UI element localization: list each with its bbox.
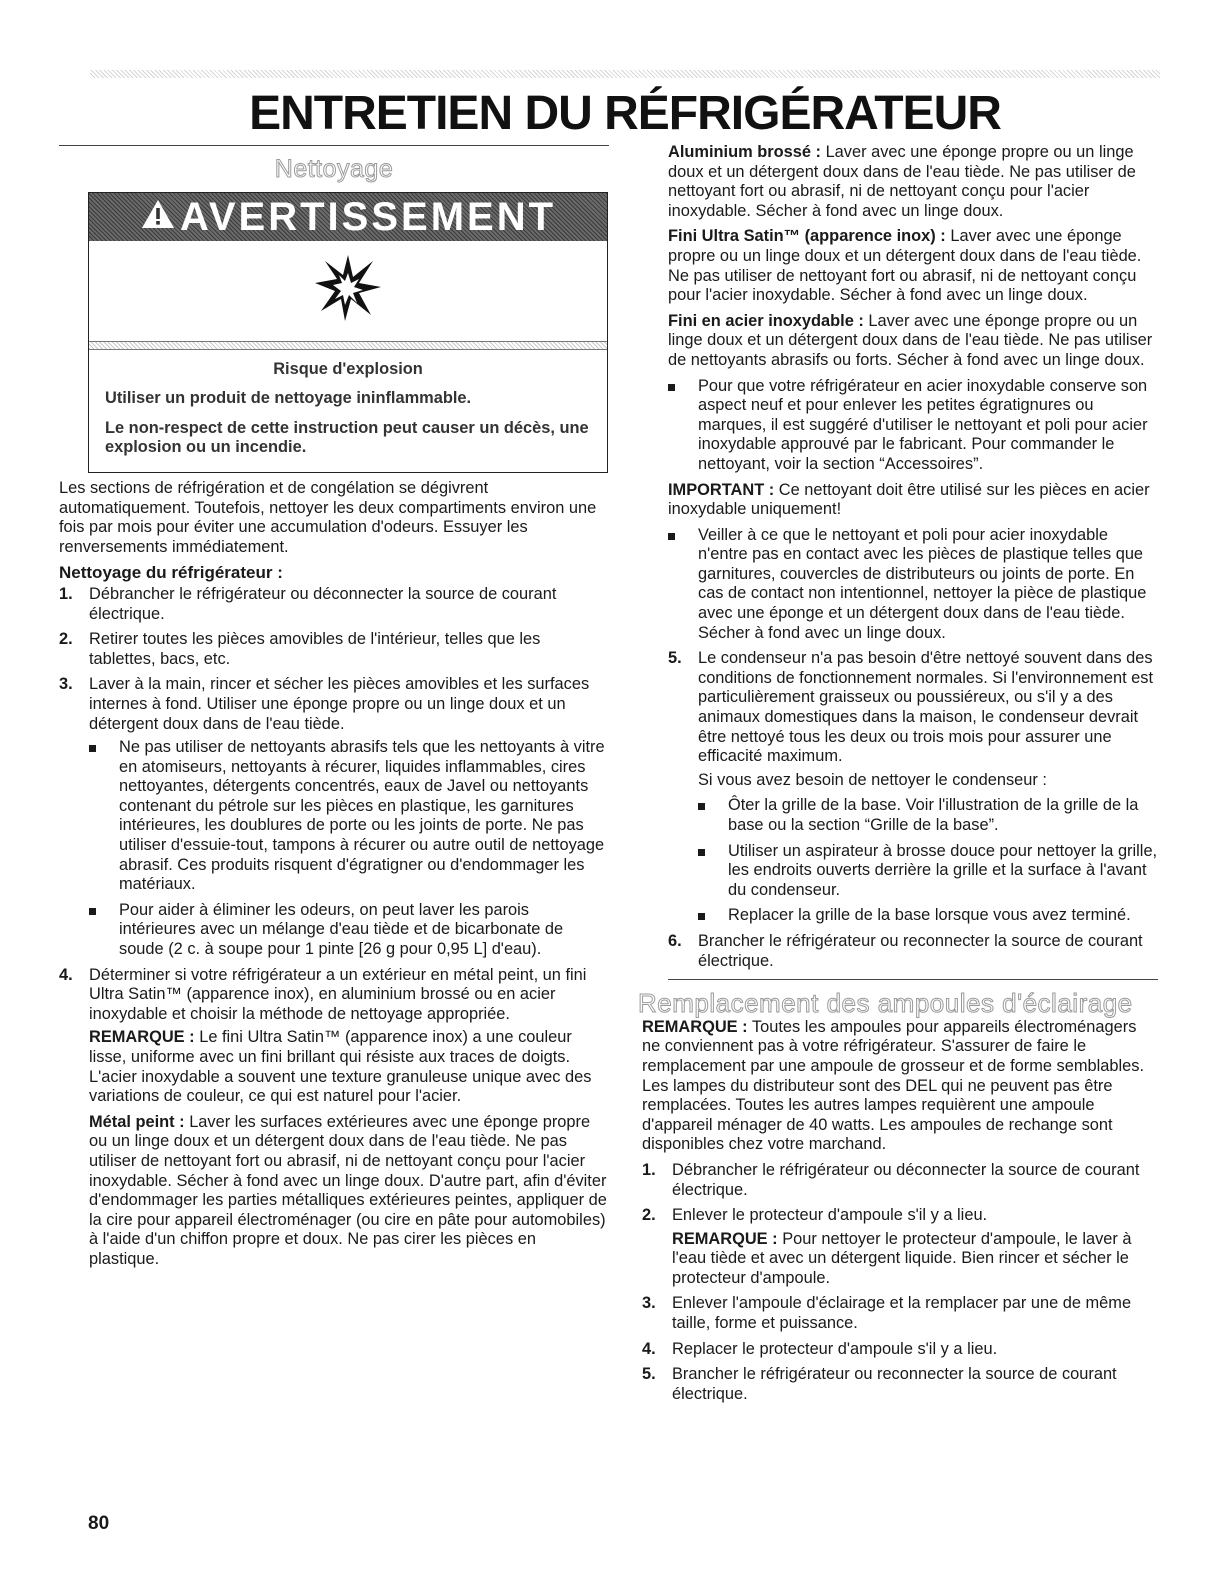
section-rule: [668, 979, 1158, 980]
cleaning-steps-continued: [668, 649, 1158, 971]
subheading-nettoyage-refrigerateur: Nettoyage du réfrigérateur :: [59, 563, 283, 583]
bullet-square-icon: [698, 913, 705, 920]
list-item: [668, 649, 1158, 926]
warning-risk: Risque d'explosion: [273, 359, 423, 378]
bullet-text: Ne pas utiliser de nettoyants abrasifs tels que les nettoyants à vitre en atomiseurs, nettoyants à récurer, liquides inflammables, cires nettoyantes, détergents concentrés, eaux de Javel ou nettoyants contenant du pétrole sur les pièces en plastique, les garnitures intérieures, les doublures de porte ou les joints de porte. Ne pas utiliser d'essuie-tout, tampons à récurer ou autre outil de nettoyage abrasif. Ces produits risquent d'égratigner ou d'endommager les matériaux.: [119, 738, 605, 894]
section-title-ampoules: Remplacement des ampoules d'éclairage: [638, 988, 1133, 1019]
step-text: Le condenseur n'a pas besoin d'être nettoyé souvent dans des conditions de fonctionnement normales. Si l'environnement est particulièrement graisseux ou poussiéreux, ou s'il y a des animaux domestiques dans la maison, le condenseur devrait être nettoyé tous les deux ou trois mois pour assurer une efficacité maximum.: [698, 649, 1154, 766]
important-bullets: [668, 526, 1158, 644]
step-text: Laver à la main, rincer et sécher les pièces amovibles et les surfaces internes à fond. Utiliser une éponge propre ou un linge doux et un détergent doux dans de l'eau tiède.: [89, 675, 590, 733]
step-text: Replacer le protecteur d'ampoule s'il y a lieu.: [672, 1339, 998, 1358]
ultra-satin-paragraph: [668, 227, 1158, 305]
step-number: 4.: [642, 1339, 656, 1358]
step-number: 2.: [59, 630, 73, 649]
remarque-text: Pour nettoyer le protecteur d'ampoule, le laver à l'eau tiède et avec un détergent liquide. Bien rincer et sécher le protecteur d'ampoule.: [672, 1229, 1132, 1287]
important-paragraph: [668, 481, 1158, 520]
remarque-label: REMARQUE :: [89, 1028, 195, 1047]
step-number: 4.: [59, 965, 73, 984]
step-number: 3.: [59, 675, 73, 694]
inox-bullets: [668, 377, 1158, 475]
section-rule: [59, 145, 609, 146]
left-column: [59, 145, 609, 1276]
warning-line-2: Le non-respect de cette instruction peut causer un décès, une explosion ou un incendie.: [105, 418, 589, 457]
bullet-square-icon: [668, 533, 675, 540]
list-item: [698, 842, 1158, 901]
section-title-nettoyage: Nettoyage: [274, 155, 394, 183]
aluminium-text: Laver avec une éponge propre ou un linge doux et un détergent doux dans de l'eau tiède. Ne pas utiliser de nettoyant fort ou abrasif, ni de nettoyant conçu pour l'acier inoxydable. Sécher à fond avec un linge doux.: [668, 143, 1136, 220]
list-item: [89, 738, 609, 895]
right-column: [638, 143, 1158, 1410]
list-item: [642, 1365, 1158, 1404]
list-item: [698, 906, 1158, 926]
bullet-text: Pour aider à éliminer les odeurs, on peut laver les parois intérieures avec un mélange d'eau tiède et de bicarbonate de soude (2 c. à soupe pour 1 pinte [26 g pour 0,95 L] d'eau).: [119, 900, 564, 959]
metal-peint-text: Laver les surfaces extérieures avec une éponge propre ou un linge doux et un détergent doux dans de l'eau tiède. Ne pas utiliser de nettoyant fort ou abrasif, ni de nettoyant conçu pour l'acier inoxydable. Sécher à fond avec un linge doux. D'autre part, afin d'éviter d'endommager les parties métalliques extérieures peintes, appliquer de la cire pour appareil électroménager (ou cire en pâte pour automobiles) à l'aide d'un chiffon propre et doux. Ne pas cirer les pièces en plastique.: [89, 1112, 607, 1268]
bullet-square-icon: [698, 803, 705, 810]
list-item: [698, 796, 1158, 835]
remarque-text: Toutes les ampoules pour appareils électroménagers ne conviennent pas à votre réfrigérateur. S'assurer de faire le remplacement par une ampoule de grosseur et de forme semblables. Les lampes du distributeur sont des DEL qui ne peuvent pas être remplacées. Toutes les autres lampes requièrent une ampoule d'appareil ménager de 40 watts. Les ampoules de rechange sont disponibles chez votre marchand.: [642, 1017, 1145, 1154]
intro-paragraph: Les sections de réfrigération et de congélation se dégivrent automatiquement. Toutefois, nettoyer les deux compartiments environ une fois par mois pour éviter une accumulation d'odeurs. Essuyer les renversements immédiatement.: [59, 478, 597, 556]
ultra-satin-text: Laver avec une éponge propre ou un linge doux et un détergent doux dans de l'eau tiède. Ne pas utiliser de nettoyant fort ou abrasif, ni de nettoyant conçu pour l'acier inoxydable. Sécher à fond avec un linge doux.: [668, 227, 1142, 305]
bullet-text: Veiller à ce que le nettoyant et poli pour acier inoxydable n'entre pas en contact avec les pièces de plastique telles que garnitures, couvercles de distributeurs ou joints de porte. En cas de contact non intentionnel, nettoyer la pièce de plastique avec une éponge et un détergent doux dans de l'eau tiède. Sécher à fond avec un linge doux.: [698, 525, 1147, 642]
bullet-text: Pour que votre réfrigérateur en acier inoxydable conserve son aspect neuf et pour enlever les petites égratignures ou marques, il est suggéré d'utiliser le nettoyant et poli pour acier inoxydable approuvé par le fabricant. Pour commander le nettoyant, voir la section “Accessoires”.: [698, 376, 1148, 473]
bulb-remarque-paragraph: [642, 1018, 1158, 1155]
step3-bullets: [89, 738, 609, 960]
page-title: ENTRETIEN DU RÉFRIGÉRATEUR: [249, 87, 1001, 140]
list-item: [668, 526, 1158, 644]
warning-divider-band: [89, 341, 607, 350]
warning-triangle-icon: [140, 193, 176, 241]
aluminium-paragraph: [668, 143, 1158, 221]
header-decorative-band: [90, 70, 1160, 78]
bullet-square-icon: [668, 384, 675, 391]
step-text: Déterminer si votre réfrigérateur a un extérieur en métal peint, un fini Ultra Satin™ (apparence inox), en aluminium brossé ou en acier inoxydable et choisir la méthode de nettoyage appropriée.: [89, 965, 587, 1023]
list-item: [668, 932, 1158, 971]
step-text: Débrancher le réfrigérateur ou déconnecter la source de courant électrique.: [672, 1160, 1140, 1199]
list-item: [59, 630, 609, 669]
page-number: 80: [88, 1513, 110, 1534]
important-label: IMPORTANT :: [668, 480, 775, 499]
bullet-square-icon: [89, 745, 96, 752]
bullet-square-icon: [89, 908, 96, 915]
step-number: 1.: [59, 584, 73, 603]
inox-text: Laver avec une éponge propre ou un linge doux et un détergent doux dans de l'eau tiède. Ne pas utiliser de nettoyants abrasifs ou forts. Sécher à fond avec un linge doux.: [668, 311, 1153, 369]
step-number: 6.: [668, 931, 682, 950]
list-item: [642, 1340, 1158, 1360]
explosion-icon: [313, 253, 383, 329]
remarque-paragraph: [89, 1028, 609, 1106]
step-text: Enlever le protecteur d'ampoule s'il y a lieu.: [672, 1206, 988, 1225]
list-item: [642, 1294, 1158, 1333]
ultra-satin-label: Fini Ultra Satin™ (apparence inox) :: [668, 227, 946, 246]
bullet-text: Replacer la grille de la base lorsque vous avez terminé.: [728, 906, 1131, 925]
bullet-text: Utiliser un aspirateur à brosse douce pour nettoyer la grille, les endroits ouverts derrière la grille et la surface à l'avant du condenseur.: [728, 841, 1158, 899]
step-text: Retirer toutes les pièces amovibles de l'intérieur, telles que les tablettes, bacs, etc.: [89, 630, 541, 668]
warning-header: [89, 193, 607, 241]
bullet-square-icon: [698, 849, 705, 856]
step-number: 1.: [642, 1160, 656, 1179]
list-item: [642, 1161, 1158, 1200]
step-number: 2.: [642, 1206, 656, 1225]
inox-paragraph: [668, 312, 1158, 371]
remarque-text: Le fini Ultra Satin™ (apparence inox) a une couleur lisse, uniforme avec un fini brillant qui résiste aux traces de doigts. L'acier inoxydable a souvent une texture granuleuse unique avec des variations de couleur, ce qui est naturel pour l'acier.: [89, 1028, 592, 1106]
condenser-bullets: [698, 796, 1158, 926]
list-item: [59, 966, 609, 1270]
list-item: [89, 901, 609, 960]
step-text: Enlever l'ampoule d'éclairage et la remplacer par une de même taille, forme et puissance.: [672, 1294, 1132, 1333]
condenser-subtext: Si vous avez besoin de nettoyer le condenseur :: [698, 770, 1047, 789]
remarque-label: REMARQUE :: [672, 1229, 778, 1248]
aluminium-label: Aluminium brossé :: [668, 143, 821, 161]
remarque-label: REMARQUE :: [642, 1017, 748, 1036]
bulb-steps: [642, 1161, 1158, 1405]
explosion-icon-area: [89, 241, 607, 341]
step-text: Brancher le réfrigérateur ou reconnecter la source de courant électrique.: [698, 931, 1143, 970]
step-text: Brancher le réfrigérateur ou reconnecter la source de courant électrique.: [672, 1365, 1117, 1403]
list-item: [59, 585, 609, 624]
bullet-text: Ôter la grille de la base. Voir l'illustration de la grille de la base ou la section “Grille de la base”.: [728, 796, 1139, 834]
list-item: [668, 377, 1158, 475]
step-number: 5.: [642, 1365, 656, 1384]
step-text: Débrancher le réfrigérateur ou déconnecter la source de courant électrique.: [89, 584, 557, 623]
metal-peint-paragraph: [89, 1113, 609, 1270]
metal-peint-label: Métal peint :: [89, 1112, 185, 1131]
cleaning-steps: [59, 585, 609, 1270]
list-item: [59, 675, 609, 959]
step-number: 5.: [668, 649, 682, 668]
warning-text: [89, 350, 607, 472]
important-text: Ce nettoyant doit être utilisé sur les pièces en acier inoxydable uniquement!: [668, 480, 1150, 519]
warning-box: [88, 192, 608, 473]
bulb-cover-remarque: [672, 1230, 1158, 1289]
step-number: 3.: [642, 1294, 656, 1313]
inox-label: Fini en acier inoxydable :: [668, 311, 864, 330]
warning-line-1: Utiliser un produit de nettoyage ininflammable.: [105, 389, 472, 408]
warning-header-label: AVERTISSEMENT: [179, 194, 557, 239]
list-item: [642, 1206, 1158, 1288]
